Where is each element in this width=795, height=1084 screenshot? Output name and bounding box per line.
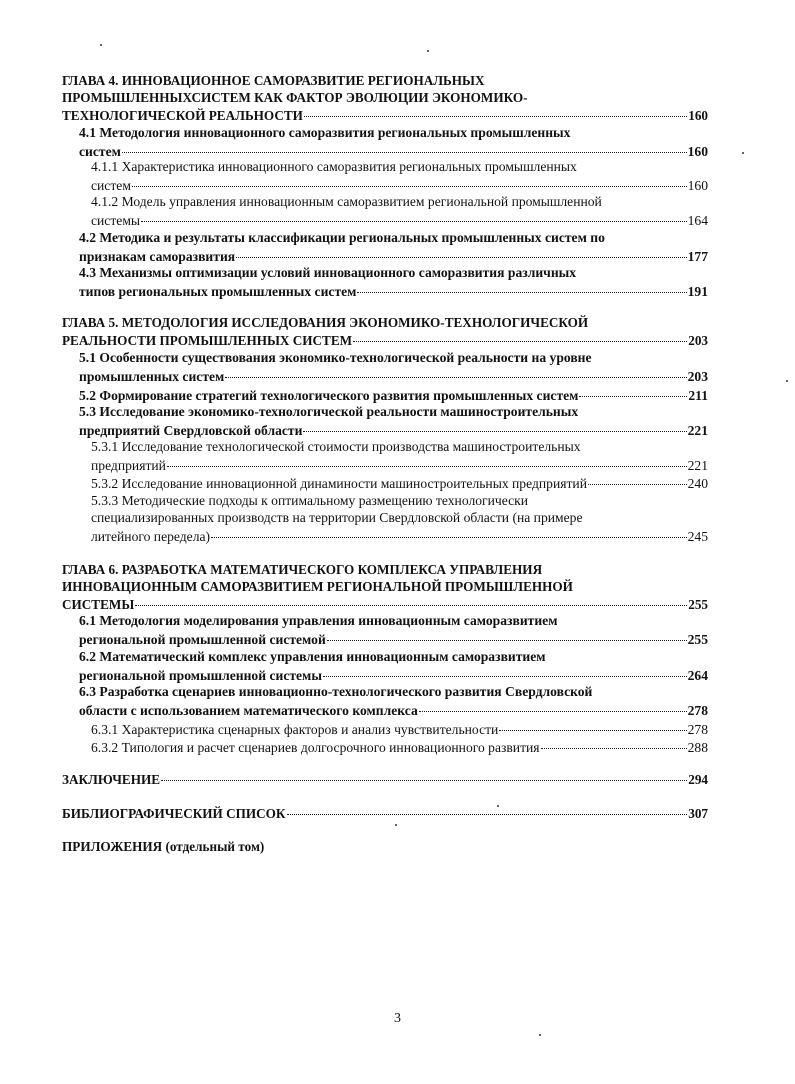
dot-leader <box>579 382 687 397</box>
toc-page-number: 160 <box>687 143 708 159</box>
toc-entry-text: 5.3.1 Исследование технологической стоимости производства машиностроительных <box>91 439 581 454</box>
toc-entry-text: 4.3 Механизмы оптимизации условий инновационного саморазвития различных <box>79 265 577 280</box>
toc-entry-text: ИННОВАЦИОННЫМ САМОРАЗВИТИЕМ РЕГИОНАЛЬНОЙ ПРОМЫШЛЕННОЙ <box>62 579 573 594</box>
dot-leader <box>588 470 687 485</box>
scan-speck <box>427 50 429 52</box>
toc-section-4-2 <box>79 229 708 265</box>
toc-section-6-3 <box>79 683 708 719</box>
dot-leader <box>499 716 686 731</box>
toc-page-number: 307 <box>688 806 708 822</box>
toc-entry-text: литейного передела) <box>91 528 211 544</box>
toc-conclusion <box>62 770 708 788</box>
scan-speck <box>100 44 102 46</box>
toc-page-number: 240 <box>687 475 708 491</box>
toc-page-number: 203 <box>688 333 708 349</box>
dot-leader <box>357 278 686 293</box>
toc-entry-text: предприятий <box>91 457 166 473</box>
dot-leader <box>327 626 687 641</box>
dot-leader <box>132 172 687 187</box>
dot-leader <box>304 103 687 117</box>
toc-page-number: 221 <box>687 457 708 473</box>
toc-page-number: 264 <box>687 667 708 683</box>
toc-entry-text: 4.2 Методика и результаты классификации региональных промышленных систем по <box>79 230 605 245</box>
toc-page-number: 160 <box>687 177 708 193</box>
toc-page-number: 255 <box>688 597 708 613</box>
dot-leader <box>419 697 687 712</box>
toc-entry-text: 5.3.2 Исследование инновационной динаминости машиностроительных предприятий <box>91 475 587 491</box>
dot-leader <box>225 363 686 378</box>
scan-speck <box>742 152 744 154</box>
toc-entry-text: ГЛАВА 5. МЕТОДОЛОГИЯ ИССЛЕДОВАНИЯ ЭКОНОМИКО-ТЕХНОЛОГИЧЕСКОЙ <box>62 315 589 330</box>
dot-leader <box>236 243 686 258</box>
toc-entry-text: 6.3.1 Характеристика сценарных факторов и анализ чувствительности <box>91 721 499 737</box>
toc-entry-text: систем <box>79 143 121 159</box>
toc-page-number: 160 <box>688 108 708 124</box>
toc-subsection-6-3-2 <box>91 737 708 756</box>
toc-section-6-2 <box>79 648 708 684</box>
toc-page-number: 245 <box>687 528 708 544</box>
toc-chapter-6 <box>62 561 708 613</box>
toc-page-number: 288 <box>687 739 708 755</box>
toc-entry-text: 5.3.3 Методические подходы к оптимальному размещению технологически <box>91 493 528 508</box>
toc-entry-text: 5.2 Формирование стратегий технологического развития промышленных систем <box>79 387 579 403</box>
toc-entry-text: системы <box>91 212 141 228</box>
dot-leader <box>353 328 687 342</box>
toc-entry-text: предприятий Свердловской области <box>79 422 303 438</box>
toc-entry-text: 4.1 Методология инновационного саморазвития региональных промышленных <box>79 125 571 140</box>
scan-speck <box>786 380 788 382</box>
dot-leader <box>323 662 687 677</box>
dot-leader <box>287 801 688 815</box>
toc-chapter-4 <box>62 72 708 124</box>
toc-entry-text: признакам саморазвития <box>79 248 236 264</box>
toc-entry-text: 6.1 Методология моделирования управления инновационным саморазвитием <box>79 613 558 628</box>
toc-entry-text: ТЕХНОЛОГИЧЕСКОЙ РЕАЛЬНОСТИ <box>62 108 303 124</box>
toc-entry-text: промышленных систем <box>79 368 225 384</box>
toc-page-number: 211 <box>688 387 708 403</box>
toc-entry-text: 5.1 Особенности существования экономико-технологической реальности на уровне <box>79 350 592 365</box>
toc-subsection-4-1-2 <box>91 193 708 229</box>
toc-entry-text: ПРОМЫШЛЕННЫХСИСТЕМ КАК ФАКТОР ЭВОЛЮЦИИ ЭКОНОМИКО- <box>62 90 528 105</box>
toc-subsection-5-3-1 <box>91 438 708 474</box>
toc-entry-text: специализированных производств на территории Свердловской области (на примере <box>91 510 583 525</box>
toc-page-number: 191 <box>687 283 708 299</box>
toc-entry-text: РЕАЛЬНОСТИ ПРОМЫШЛЕННЫХ СИСТЕМ <box>62 333 353 349</box>
dot-leader <box>167 452 687 467</box>
toc-entry-text: области с использованием математического комплекса <box>79 702 418 718</box>
scan-speck <box>497 805 499 807</box>
toc-entry-text: 6.3 Разработка сценариев инновационно-технологического развития Свердловской <box>79 684 593 699</box>
toc-page-number: 278 <box>687 721 708 737</box>
toc-entry-text: 5.3 Исследование экономико-технологической реальности машиностроительных <box>79 404 579 419</box>
toc-entry-text: 4.1.2 Модель управления инновационным саморазвитием региональной промышленной <box>91 194 602 209</box>
toc-page-number: 164 <box>687 212 708 228</box>
toc-entry-text: региональной промышленной системы <box>79 667 322 683</box>
toc-subsection-5-3-2 <box>91 473 708 492</box>
toc-entry-text: ЗАКЛЮЧЕНИЕ <box>62 772 161 788</box>
toc-entry-text: ГЛАВА 6. РАЗРАБОТКА МАТЕМАТИЧЕСКОГО КОМПЛЕКСА УПРАВЛЕНИЯ <box>62 562 543 577</box>
toc-section-6-1 <box>79 612 708 648</box>
toc-page-number: 177 <box>687 248 708 264</box>
scan-speck <box>395 824 397 826</box>
toc-page-number: 294 <box>688 772 708 788</box>
toc-entry-text: ПРИЛОЖЕНИЯ <box>62 839 163 854</box>
toc-page-number: 255 <box>687 631 708 647</box>
toc-section-5-2 <box>79 385 708 404</box>
toc-section-5-3 <box>79 403 708 439</box>
toc-subsection-4-1-1 <box>91 158 708 194</box>
toc-page-number: 203 <box>687 368 708 384</box>
toc-entry-text: ГЛАВА 4. ИННОВАЦИОННОЕ САМОРАЗВИТИЕ РЕГИОНАЛЬНЫХ <box>62 73 485 88</box>
dot-leader <box>122 138 687 153</box>
page-number: 3 <box>394 1011 401 1026</box>
toc-subsection-5-3-3 <box>91 492 708 545</box>
toc-entry-text: региональной промышленной системой <box>79 631 326 647</box>
toc-page-number: 221 <box>687 422 708 438</box>
toc-entry-text: типов региональных промышленных систем <box>79 283 357 299</box>
toc-section-4-3 <box>79 264 708 300</box>
dot-leader <box>135 592 687 606</box>
toc-appendix <box>62 838 708 855</box>
toc-entry-text: 6.2 Математический комплекс управления инновационным саморазвитием <box>79 649 546 664</box>
scan-speck <box>539 1034 541 1036</box>
toc-entry-text: БИБЛИОГРАФИЧЕСКИЙ СПИСОК <box>62 806 286 822</box>
toc-entry-note: (отдельный том) <box>165 839 265 854</box>
toc-entry-text: 6.3.2 Типология и расчет сценариев долгосрочного инновационного развития <box>91 739 540 755</box>
toc-section-4-1 <box>79 124 708 160</box>
dot-leader <box>141 207 687 222</box>
dot-leader <box>303 417 686 432</box>
toc-entry-text: СИСТЕМЫ <box>62 597 135 613</box>
toc-chapter-5 <box>62 314 708 349</box>
toc-entry-text: 4.1.1 Характеристика инновационного саморазвития региональных промышленных <box>91 159 577 174</box>
dot-leader <box>541 734 687 749</box>
dot-leader <box>211 523 687 538</box>
toc-bibliography <box>62 804 708 822</box>
toc-entry-text: систем <box>91 177 131 193</box>
toc-section-5-1 <box>79 349 708 385</box>
toc-page-number: 278 <box>687 702 708 718</box>
dot-leader <box>161 767 687 781</box>
